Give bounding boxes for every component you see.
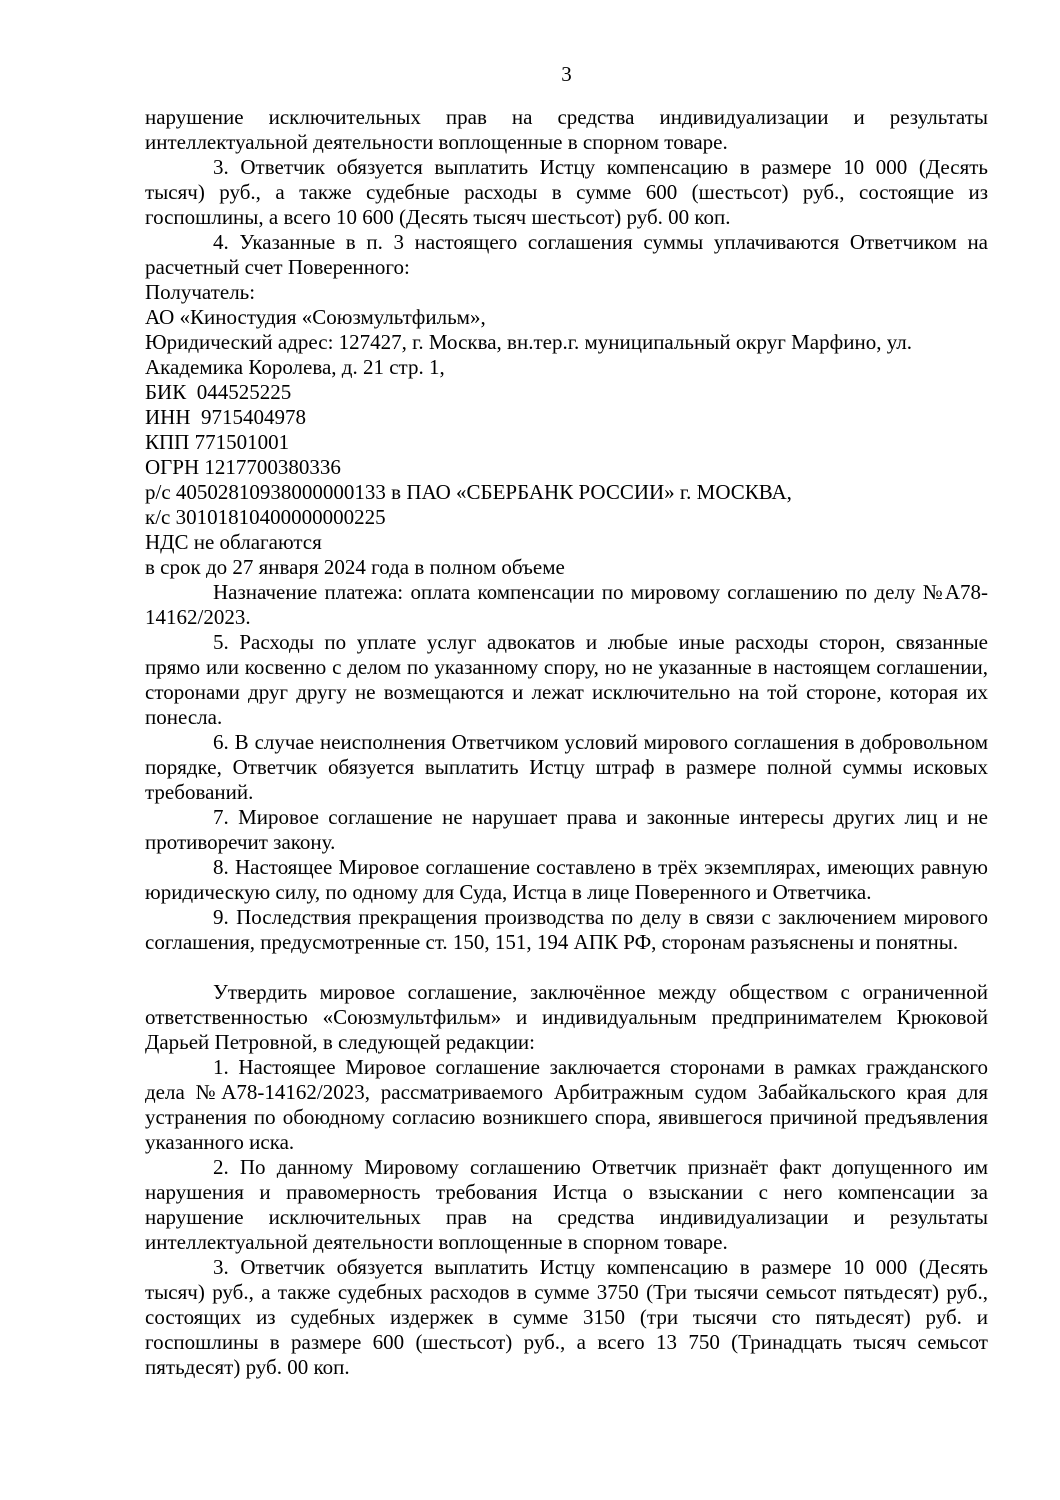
paragraph: 6. В случае неисполнения Ответчиком условий мирового соглашения в добровольном порядке, Ответчик обязуется выплатить Истцу штраф в размере полной суммы исковых требований. [145,730,988,804]
paragraph: Назначение платежа: оплата компенсации по мировому соглашению по делу №А78-14162/2023. [145,580,988,629]
paragraph: ИНН 9715404978 [145,405,306,429]
document-body [145,105,988,1380]
paragraph: р/с 40502810938000000133 в ПАО «СБЕРБАНК РОССИИ» г. МОСКВА, [145,480,792,504]
paragraph: 7. Мировое соглашение не нарушает права и законные интересы других лиц и не противоречит закону. [145,805,988,854]
paragraph: БИК 044525225 [145,380,292,404]
paragraph: Получатель: [145,280,256,304]
blank-line [145,955,988,980]
paragraph: НДС не облагаются [145,530,322,554]
paragraph: к/с 30101810400000000225 [145,505,386,529]
paragraph: 8. Настоящее Мировое соглашение составлено в трёх экземплярах, имеющих равную юридическую силу, по одному для Суда, Истца в лице Поверенного и Ответчика. [145,855,988,904]
paragraph: 2. По данному Мировому соглашению Ответчик признаёт факт допущенного им нарушения и правомерность требования Истца о взыскании с него компенсации за нарушение исключительных прав на средства индивидуализации и результаты интеллектуальной деятельности воплощенные в спорном товаре. [145,1155,988,1254]
paragraph: 5. Расходы по уплате услуг адвокатов и любые иные расходы сторон, связанные прямо или косвенно с делом по указанному спору, но не указанные в настоящем соглашении, сторонами друг другу не возмещаются и лежат исключительно на той стороне, которая их понесла. [145,630,988,729]
paragraph: Юридический адрес: 127427, г. Москва, вн.тер.г. муниципальный округ Марфино, ул. Академика Королева, д. 21 стр. 1, [145,330,918,379]
paragraph: 3. Ответчик обязуется выплатить Истцу компенсацию в размере 10 000 (Десять тысяч) руб., а также судебных расходов в сумме 3750 (Три тысячи семьсот пятьдесят) руб., состоящих из судебных издержек в сумме 3150 (три тысячи сто пятьдесят) руб. и госпошлины в размере 600 (шестьсот) руб., а всего 13 750 (Тринадцать тысяч семьсот пятьдесят) руб. 00 коп. [145,1255,988,1379]
paragraph: 4. Указанные в п. 3 настоящего соглашения суммы уплачиваются Ответчиком на расчетный счет Поверенного: [145,230,988,279]
paragraph: 1. Настоящее Мировое соглашение заключается сторонами в рамках гражданского дела №А78-14162/2023, рассматриваемого Арбитражным судом Забайкальского края для устранения по обоюдному согласию возникшего спора, явившегося причиной предъявления указанного иска. [145,1055,988,1154]
paragraph: АО «Киностудия «Союзмультфильм», [145,305,486,329]
paragraph: КПП 771501001 [145,430,290,454]
page-number: 3 [561,62,572,86]
paragraph: 3. Ответчик обязуется выплатить Истцу компенсацию в размере 10 000 (Десять тысяч) руб., а также судебные расходы в сумме 600 (шестьсот) руб., состоящие из госпошлины, а всего 10 600 (Десять тысяч шестьсот) руб. 00 коп. [145,155,988,229]
paragraph: 9. Последствия прекращения производства по делу в связи с заключением мирового соглашения, предусмотренные ст. 150, 151, 194 АПК РФ, сторонам разъяснены и понятны. [145,905,988,954]
paragraph: нарушение исключительных прав на средства индивидуализации и результаты интеллектуальной деятельности воплощенные в спорном товаре. [145,105,988,154]
paragraph: в срок до 27 января 2024 года в полном объеме [145,555,565,579]
paragraph: Утвердить мировое соглашение, заключённое между обществом с ограниченной ответственностью «Союзмультфильм» и индивидуальным предпринимателем Крюковой Дарьей Петровной, в следующей редакции: [145,980,988,1054]
paragraph: ОГРН 1217700380336 [145,455,341,479]
